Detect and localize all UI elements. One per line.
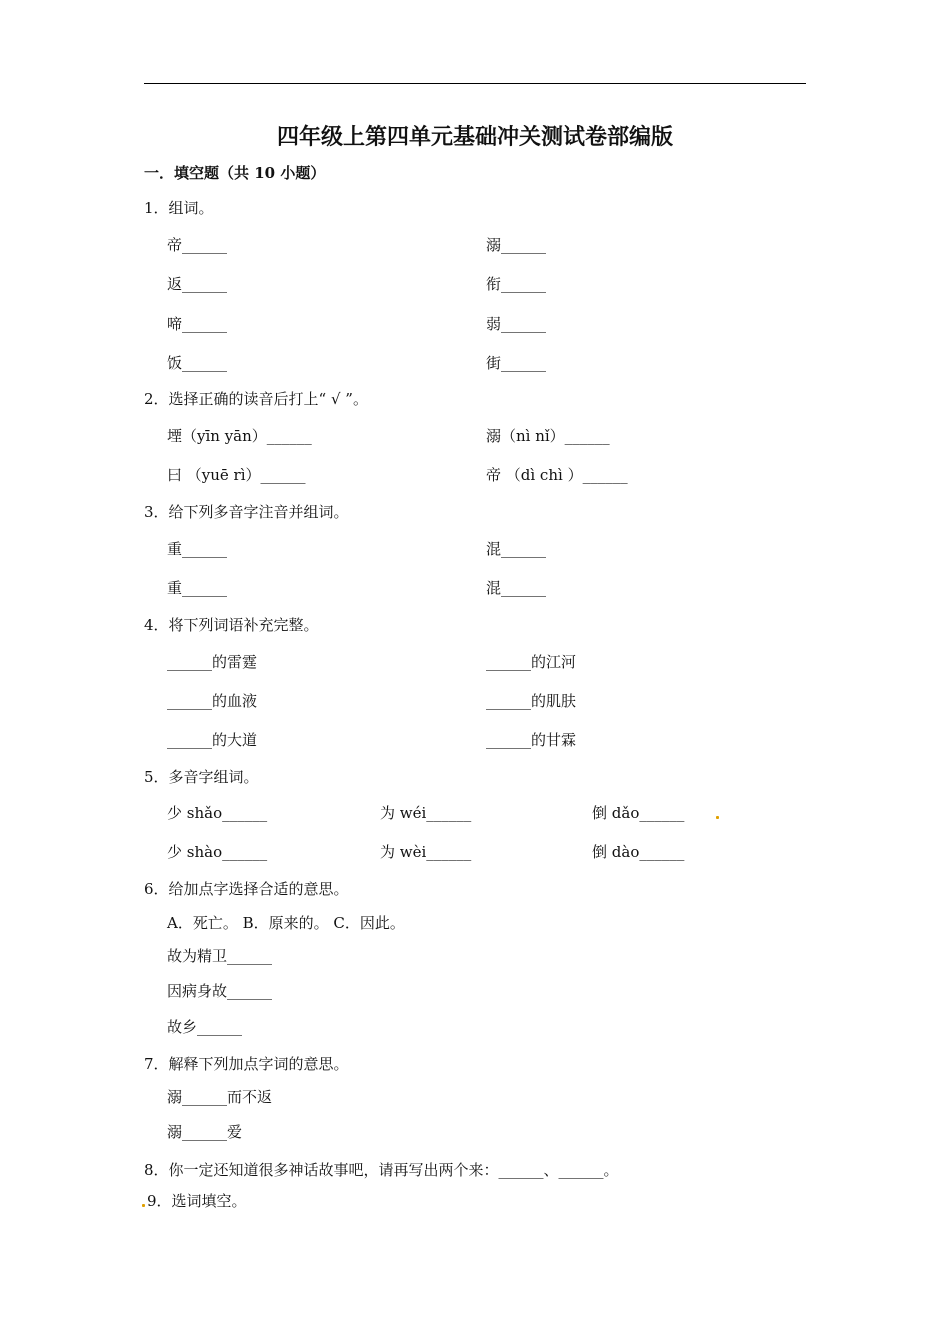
question-8-stem: 8．你一定还知道很多神话故事吧，请再写出两个来：______、______。 [144,1161,619,1179]
q3-item: 混______ [486,540,547,558]
question-3-stem: 3．给下列多音字注音并组词。 [144,503,349,521]
q2-item: 曰 （yuē rì）______ [167,466,306,484]
q6-item: 故为精卫______ [167,947,273,965]
q1-item: 街______ [486,354,547,372]
q4-item: ______的江河 [486,653,577,671]
question-7-stem: 7．解释下列加点字词的意思。 [144,1055,349,1073]
q4-item: ______的血液 [167,692,258,710]
marker-dot [142,1204,145,1207]
q1-item: 帝______ [167,236,228,254]
question-9-stem: 9．选词填空。 [147,1192,247,1210]
q4-item: ______的雷霆 [167,653,258,671]
q5-item: 为 wèi______ [380,843,472,861]
q7-item: 溺______爱 [167,1123,243,1141]
q2-item: 溺（nì nǐ）______ [486,427,610,445]
q5-item: 少 shào______ [167,843,268,861]
q4-item: ______的肌肤 [486,692,577,710]
q1-item: 返______ [167,275,228,293]
q1-item: 啼______ [167,315,228,333]
marker-dot [716,816,719,819]
q5-item: 为 wéi______ [380,804,472,822]
q1-item: 溺______ [486,236,547,254]
q5-item: 少 shǎo______ [167,804,268,822]
q6-options: A．死亡。 B．原来的。 C．因此。 [167,914,405,932]
q2-item: 堙（yīn yān）______ [167,427,312,445]
q3-item: 混______ [486,579,547,597]
q4-item: ______的甘霖 [486,731,577,749]
q3-item: 重______ [167,540,228,558]
section-heading: 一．填空题（共 10 小题） [144,164,326,182]
q1-item: 饭______ [167,354,228,372]
question-1-stem: 1．组词。 [144,199,214,217]
question-2-stem: 2．选择正确的读音后打上“ √ ”。 [144,390,368,408]
q1-item: 衔______ [486,275,547,293]
question-4-stem: 4．将下列词语补充完整。 [144,616,319,634]
q4-item: ______的大道 [167,731,258,749]
page-title: 四年级上第四单元基础冲关测试卷部编版 [276,124,673,150]
header-rule [144,83,806,84]
q7-item: 溺______而不返 [167,1088,273,1106]
q5-item: 倒 dào______ [592,843,685,861]
q3-item: 重______ [167,579,228,597]
q6-item: 故乡______ [167,1018,243,1036]
q6-item: 因病身故______ [167,982,273,1000]
q1-item: 弱______ [486,315,547,333]
q2-item: 帝 （dì chì ）______ [486,466,628,484]
q5-item: 倒 dǎo______ [592,804,685,822]
question-6-stem: 6．给加点字选择合适的意思。 [144,880,349,898]
question-5-stem: 5．多音字组词。 [144,768,259,786]
